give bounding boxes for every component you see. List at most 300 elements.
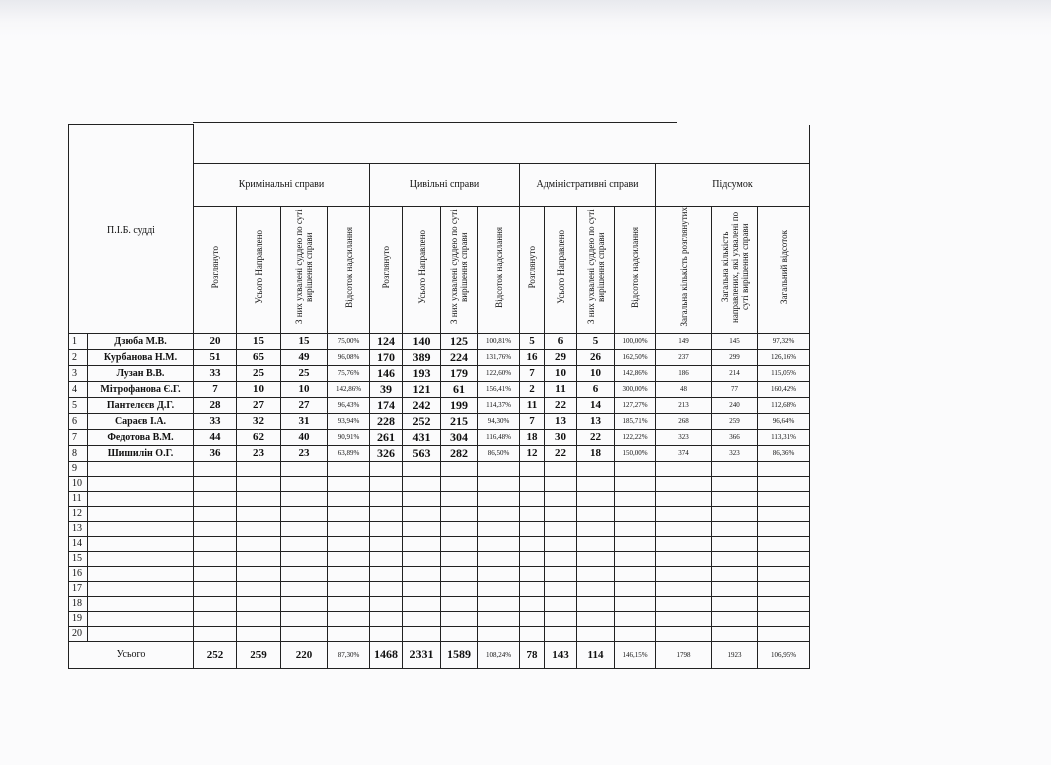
empty-cell xyxy=(577,566,615,581)
empty-cell xyxy=(520,611,545,626)
table-cell: 62 xyxy=(237,429,281,445)
empty-cell xyxy=(88,461,194,476)
total-cell: 146,15% xyxy=(615,641,656,668)
empty-cell xyxy=(403,611,441,626)
total-cell: 259 xyxy=(237,641,281,668)
table-cell: 39 xyxy=(370,381,403,397)
empty-cell xyxy=(328,506,370,521)
subcolumn-label: Відсоток надсилання xyxy=(343,226,354,308)
table-cell: 213 xyxy=(656,397,712,413)
empty-cell xyxy=(88,506,194,521)
empty-cell xyxy=(88,521,194,536)
empty-cell xyxy=(615,536,656,551)
empty-cell xyxy=(478,626,520,641)
table-cell: 20 xyxy=(194,333,237,349)
empty-cell xyxy=(712,536,758,551)
empty-cell xyxy=(281,551,328,566)
empty-cell xyxy=(520,551,545,566)
empty-cell xyxy=(281,491,328,506)
table-cell: 142,86% xyxy=(328,381,370,397)
empty-cell xyxy=(656,566,712,581)
empty-cell xyxy=(478,536,520,551)
table-cell: 36 xyxy=(194,445,237,461)
total-cell: 108,24% xyxy=(478,641,520,668)
table-cell: 94,30% xyxy=(478,413,520,429)
empty-cell xyxy=(194,506,237,521)
empty-cell xyxy=(712,566,758,581)
subcolumn-header xyxy=(656,206,712,333)
table-cell: 7 xyxy=(520,413,545,429)
table-cell: 126,16% xyxy=(758,349,810,365)
empty-cell xyxy=(520,596,545,611)
empty-cell xyxy=(88,626,194,641)
table-cell: 261 xyxy=(370,429,403,445)
table-cell: 268 xyxy=(656,413,712,429)
empty-cell xyxy=(656,626,712,641)
table-cell: 179 xyxy=(441,365,478,381)
subcolumn-label: Відсоток надсилання xyxy=(493,226,504,308)
empty-cell xyxy=(712,611,758,626)
table-cell: 75,76% xyxy=(328,365,370,381)
subcolumn-label: З них ухвалені суддею по суті вирішення справи xyxy=(585,209,606,325)
table-cell: 116,48% xyxy=(478,429,520,445)
empty-cell xyxy=(237,626,281,641)
table-cell: 170 xyxy=(370,349,403,365)
subcolumn-header xyxy=(615,206,656,333)
empty-table-row xyxy=(69,506,810,521)
empty-cell xyxy=(237,536,281,551)
empty-cell xyxy=(478,551,520,566)
empty-cell xyxy=(712,461,758,476)
row-number: 2 xyxy=(69,349,88,365)
table-cell: 16 xyxy=(520,349,545,365)
empty-cell xyxy=(370,581,403,596)
table-cell: 7 xyxy=(520,365,545,381)
subcolumn-label: Загальна кількість направлених, які ухвалені по суті вирішення справи xyxy=(719,211,750,323)
table-cell: 199 xyxy=(441,397,478,413)
empty-table-row xyxy=(69,626,810,641)
empty-cell xyxy=(656,581,712,596)
table-cell: 100,00% xyxy=(615,333,656,349)
table-top-rule xyxy=(193,122,677,123)
empty-cell xyxy=(328,596,370,611)
empty-cell xyxy=(88,491,194,506)
empty-cell xyxy=(545,476,577,491)
table-cell: 25 xyxy=(281,365,328,381)
empty-cell xyxy=(237,566,281,581)
table-cell: 22 xyxy=(577,429,615,445)
table-cell: 10 xyxy=(545,365,577,381)
empty-cell xyxy=(281,626,328,641)
table-cell: 33 xyxy=(194,365,237,381)
judge-name: Дзюба М.В. xyxy=(88,333,194,349)
empty-cell xyxy=(615,461,656,476)
empty-cell xyxy=(237,596,281,611)
empty-cell xyxy=(441,521,478,536)
subcolumn-label: Загальна кількість розглянутих xyxy=(678,207,689,327)
table-cell: 100,81% xyxy=(478,333,520,349)
empty-cell xyxy=(520,491,545,506)
empty-cell xyxy=(441,476,478,491)
total-cell: 78 xyxy=(520,641,545,668)
empty-cell xyxy=(237,611,281,626)
empty-cell xyxy=(758,521,810,536)
table-cell: 93,94% xyxy=(328,413,370,429)
table-row xyxy=(69,381,810,397)
empty-cell xyxy=(758,461,810,476)
subcolumn-header xyxy=(520,206,545,333)
table-cell: 174 xyxy=(370,397,403,413)
empty-cell xyxy=(237,491,281,506)
empty-cell xyxy=(656,461,712,476)
empty-cell xyxy=(520,521,545,536)
table-cell: 122,22% xyxy=(615,429,656,445)
table-cell: 299 xyxy=(712,349,758,365)
empty-cell xyxy=(194,476,237,491)
table-cell: 122,60% xyxy=(478,365,520,381)
empty-cell xyxy=(577,626,615,641)
table-cell: 13 xyxy=(577,413,615,429)
empty-cell xyxy=(520,566,545,581)
empty-cell xyxy=(712,521,758,536)
empty-cell xyxy=(281,566,328,581)
total-cell: 2331 xyxy=(403,641,441,668)
empty-cell xyxy=(281,461,328,476)
empty-cell xyxy=(712,506,758,521)
table-cell: 242 xyxy=(403,397,441,413)
row-number: 10 xyxy=(69,476,88,491)
empty-cell xyxy=(370,506,403,521)
empty-cell xyxy=(545,491,577,506)
empty-table-row xyxy=(69,566,810,581)
empty-table-row xyxy=(69,551,810,566)
judge-name: Мітрофанова Є.Г. xyxy=(88,381,194,397)
table-cell: 86,36% xyxy=(758,445,810,461)
empty-cell xyxy=(577,611,615,626)
empty-cell xyxy=(403,491,441,506)
empty-cell xyxy=(712,551,758,566)
table-cell: 2 xyxy=(520,381,545,397)
empty-cell xyxy=(237,506,281,521)
row-number: 13 xyxy=(69,521,88,536)
table-cell: 96,64% xyxy=(758,413,810,429)
empty-cell xyxy=(403,521,441,536)
total-cell: 1923 xyxy=(712,641,758,668)
empty-cell xyxy=(441,461,478,476)
empty-cell xyxy=(520,626,545,641)
row-number: 15 xyxy=(69,551,88,566)
row-number: 14 xyxy=(69,536,88,551)
table-cell: 63,89% xyxy=(328,445,370,461)
total-cell: 106,95% xyxy=(758,641,810,668)
subcolumn-header xyxy=(478,206,520,333)
empty-cell xyxy=(478,581,520,596)
table-cell: 48 xyxy=(656,381,712,397)
row-number: 7 xyxy=(69,429,88,445)
empty-cell xyxy=(441,626,478,641)
total-cell: 114 xyxy=(577,641,615,668)
subcolumn-label: З них ухвалені суддею по суті вирішення справи xyxy=(449,209,469,325)
table-cell: 162,50% xyxy=(615,349,656,365)
empty-cell xyxy=(403,551,441,566)
table-cell: 185,71% xyxy=(615,413,656,429)
empty-cell xyxy=(281,521,328,536)
table-cell: 366 xyxy=(712,429,758,445)
empty-cell xyxy=(370,476,403,491)
table-cell: 186 xyxy=(656,365,712,381)
subcolumn-header xyxy=(403,206,441,333)
empty-cell xyxy=(545,551,577,566)
subcolumn-label: Розглянуто xyxy=(210,245,220,289)
empty-cell xyxy=(194,596,237,611)
empty-table-row xyxy=(69,491,810,506)
pib-header: П.І.Б. судді xyxy=(69,125,194,334)
empty-cell xyxy=(478,611,520,626)
judge-name: Курбанова Н.М. xyxy=(88,349,194,365)
subcolumn-label: Відсоток надсилання xyxy=(630,226,640,308)
table-cell: 431 xyxy=(403,429,441,445)
row-number: 12 xyxy=(69,506,88,521)
table-cell: 10 xyxy=(281,381,328,397)
table-cell: 11 xyxy=(520,397,545,413)
table-row xyxy=(69,429,810,445)
empty-cell xyxy=(577,536,615,551)
empty-cell xyxy=(194,581,237,596)
empty-table-row xyxy=(69,536,810,551)
empty-cell xyxy=(615,611,656,626)
empty-cell xyxy=(615,491,656,506)
empty-cell xyxy=(88,611,194,626)
table-cell: 259 xyxy=(712,413,758,429)
empty-cell xyxy=(88,551,194,566)
empty-cell xyxy=(370,566,403,581)
row-number: 4 xyxy=(69,381,88,397)
empty-cell xyxy=(520,506,545,521)
table-row xyxy=(69,445,810,461)
empty-cell xyxy=(656,476,712,491)
empty-cell xyxy=(281,506,328,521)
empty-cell xyxy=(88,566,194,581)
empty-cell xyxy=(577,551,615,566)
empty-cell xyxy=(577,461,615,476)
empty-cell xyxy=(712,596,758,611)
group-criminal: Кримінальні справи xyxy=(194,163,370,206)
total-cell: 220 xyxy=(281,641,328,668)
row-number: 3 xyxy=(69,365,88,381)
total-cell: 252 xyxy=(194,641,237,668)
empty-cell xyxy=(441,596,478,611)
empty-cell xyxy=(237,581,281,596)
empty-cell xyxy=(370,491,403,506)
empty-cell xyxy=(520,536,545,551)
empty-cell xyxy=(478,476,520,491)
empty-table-row xyxy=(69,596,810,611)
empty-cell xyxy=(712,626,758,641)
empty-cell xyxy=(328,551,370,566)
empty-cell xyxy=(545,626,577,641)
table-cell: 252 xyxy=(403,413,441,429)
empty-cell xyxy=(194,536,237,551)
empty-cell xyxy=(577,581,615,596)
table-cell: 44 xyxy=(194,429,237,445)
table-cell: 49 xyxy=(281,349,328,365)
empty-cell xyxy=(370,551,403,566)
row-number: 5 xyxy=(69,397,88,413)
table-cell: 145 xyxy=(712,333,758,349)
empty-cell xyxy=(194,521,237,536)
row-number: 19 xyxy=(69,611,88,626)
table-cell: 121 xyxy=(403,381,441,397)
empty-cell xyxy=(328,476,370,491)
subcolumn-label: Розглянуто xyxy=(381,245,391,289)
table-cell: 10 xyxy=(577,365,615,381)
total-cell: 87,30% xyxy=(328,641,370,668)
empty-cell xyxy=(237,461,281,476)
subcolumn-header xyxy=(712,206,758,333)
table-cell: 7 xyxy=(194,381,237,397)
empty-cell xyxy=(88,476,194,491)
empty-cell xyxy=(758,596,810,611)
subcolumn-header xyxy=(758,206,810,333)
table-cell: 23 xyxy=(237,445,281,461)
table-cell: 228 xyxy=(370,413,403,429)
row-number: 18 xyxy=(69,596,88,611)
subcolumn-label: Усього Направлено xyxy=(253,230,264,304)
subcolumn-label: Усього Направлено xyxy=(555,230,566,304)
empty-cell xyxy=(545,506,577,521)
table-cell: 5 xyxy=(520,333,545,349)
table-cell: 113,31% xyxy=(758,429,810,445)
empty-cell xyxy=(615,596,656,611)
table-row xyxy=(69,413,810,429)
table-cell: 142,86% xyxy=(615,365,656,381)
table-cell: 25 xyxy=(237,365,281,381)
table-cell: 323 xyxy=(712,445,758,461)
empty-cell xyxy=(758,491,810,506)
empty-cell xyxy=(403,476,441,491)
empty-cell xyxy=(758,611,810,626)
table-cell: 97,32% xyxy=(758,333,810,349)
table-cell: 27 xyxy=(281,397,328,413)
empty-cell xyxy=(478,461,520,476)
empty-cell xyxy=(545,581,577,596)
subcolumn-label: З них ухвалені суддею по суті вирішення справи xyxy=(294,209,314,325)
subcolumn-header xyxy=(370,206,403,333)
empty-cell xyxy=(370,611,403,626)
table-cell: 112,68% xyxy=(758,397,810,413)
table-cell: 31 xyxy=(281,413,328,429)
empty-cell xyxy=(194,566,237,581)
empty-cell xyxy=(656,536,712,551)
empty-cell xyxy=(370,626,403,641)
empty-cell xyxy=(328,566,370,581)
table-cell: 33 xyxy=(194,413,237,429)
table-cell: 156,41% xyxy=(478,381,520,397)
row-number: 20 xyxy=(69,626,88,641)
subcolumn-header xyxy=(328,206,370,333)
empty-cell xyxy=(758,581,810,596)
empty-cell xyxy=(237,521,281,536)
empty-cell xyxy=(403,506,441,521)
table-cell: 389 xyxy=(403,349,441,365)
table-cell: 28 xyxy=(194,397,237,413)
total-cell: 1798 xyxy=(656,641,712,668)
table-cell: 300,00% xyxy=(615,381,656,397)
table-cell: 12 xyxy=(520,445,545,461)
total-cell: 1468 xyxy=(370,641,403,668)
empty-cell xyxy=(441,491,478,506)
empty-cell xyxy=(656,521,712,536)
empty-cell xyxy=(478,491,520,506)
row-number: 6 xyxy=(69,413,88,429)
table-cell: 32 xyxy=(237,413,281,429)
empty-cell xyxy=(441,551,478,566)
table-cell: 127,27% xyxy=(615,397,656,413)
empty-cell xyxy=(370,461,403,476)
table-cell: 15 xyxy=(281,333,328,349)
empty-cell xyxy=(758,506,810,521)
empty-cell xyxy=(478,596,520,611)
table-cell: 18 xyxy=(577,445,615,461)
empty-cell xyxy=(328,461,370,476)
table-cell: 22 xyxy=(545,445,577,461)
table-cell: 27 xyxy=(237,397,281,413)
empty-cell xyxy=(194,551,237,566)
empty-cell xyxy=(328,611,370,626)
row-number: 17 xyxy=(69,581,88,596)
empty-cell xyxy=(237,551,281,566)
total-cell: 143 xyxy=(545,641,577,668)
empty-cell xyxy=(615,581,656,596)
empty-cell xyxy=(577,521,615,536)
table-cell: 14 xyxy=(577,397,615,413)
table-cell: 6 xyxy=(545,333,577,349)
table-row xyxy=(69,349,810,365)
table-cell: 160,42% xyxy=(758,381,810,397)
empty-cell xyxy=(545,536,577,551)
table-cell: 11 xyxy=(545,381,577,397)
table-cell: 96,08% xyxy=(328,349,370,365)
empty-cell xyxy=(281,581,328,596)
judge-name: Сараєв І.А. xyxy=(88,413,194,429)
empty-cell xyxy=(545,596,577,611)
empty-cell xyxy=(577,506,615,521)
empty-cell xyxy=(441,611,478,626)
table-cell: 124 xyxy=(370,333,403,349)
judge-name: Шишилін О.Г. xyxy=(88,445,194,461)
empty-cell xyxy=(545,566,577,581)
empty-table-row xyxy=(69,521,810,536)
table-cell: 323 xyxy=(656,429,712,445)
empty-cell xyxy=(615,626,656,641)
empty-cell xyxy=(403,581,441,596)
empty-cell xyxy=(712,476,758,491)
table-cell: 114,37% xyxy=(478,397,520,413)
empty-cell xyxy=(520,581,545,596)
empty-cell xyxy=(403,461,441,476)
empty-cell xyxy=(194,611,237,626)
table-cell: 214 xyxy=(712,365,758,381)
empty-cell xyxy=(577,596,615,611)
table-cell: 6 xyxy=(577,381,615,397)
empty-cell xyxy=(656,596,712,611)
table-cell: 65 xyxy=(237,349,281,365)
group-administrative: Адміністративні справи xyxy=(520,163,656,206)
row-number: 1 xyxy=(69,333,88,349)
empty-cell xyxy=(758,566,810,581)
subcolumn-label: Розглянуто xyxy=(527,245,537,289)
table-cell: 149 xyxy=(656,333,712,349)
